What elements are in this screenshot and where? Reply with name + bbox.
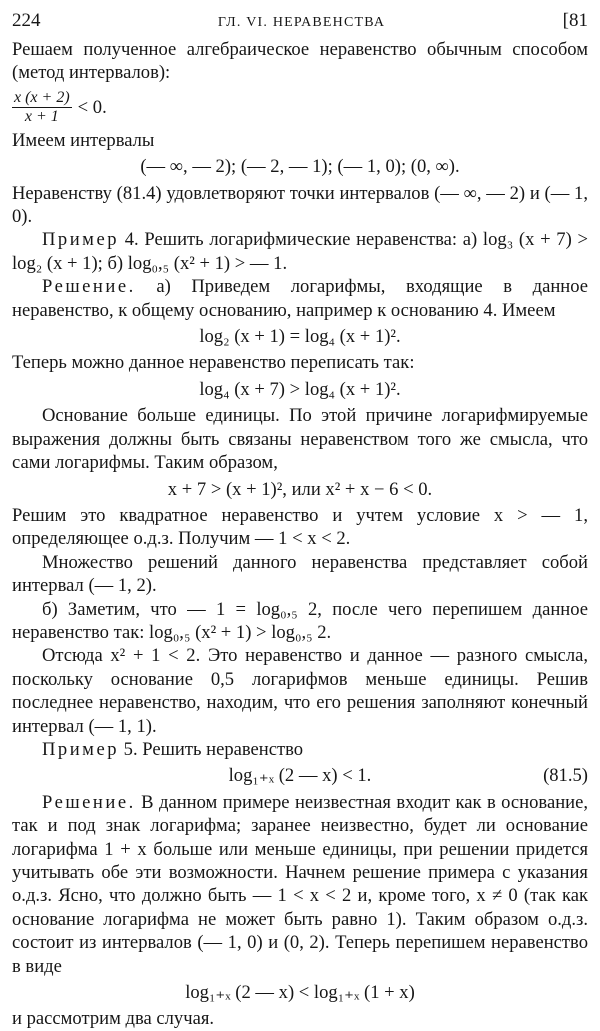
page-number: 224 (12, 10, 41, 31)
example-4-text: 4. Решить логарифмические неравенства: а) log₃ (x + 7) > log₂ (x + 1); б) log₀,₅ (x² + 1) > — 1. (12, 229, 589, 274)
paragraph-part-b: б) Заметим, что — 1 = log₀,₅ 2, после чего перепишем данное неравенство так: log₀,₅ (x² + 1) > log₀,₅ 2. (12, 598, 588, 643)
solution-4-heading: Решение. (42, 276, 136, 298)
example-4 (12, 228, 588, 275)
paragraph-base-greater: Основание больше единицы. По этой причине логарифмируемые выражения должны быть связаны неравенством того же смысла, что сами логарифмы. Таким образом, (12, 405, 588, 474)
paragraph-part-b-solution: Отсюда x² + 1 < 2. Это неравенство и данное — разного смысла, поскольку основание 0,5 логарифмов меньше единицы. Решив последнее неравенство, находим, что его решения заполняют конечный интервал (— 1, 1). (12, 645, 588, 737)
page-body (12, 38, 588, 1031)
paragraph-two-cases: и рассмотрим два случая. (12, 1008, 215, 1030)
solution-5 (12, 791, 588, 978)
paragraph-intervals-intro: Имеем интервалы (12, 129, 155, 151)
paragraph-quadratic-solve: Решим это квадратное неравенство и учтем условие x > — 1, определяющее о.д.з. Получим — 1 < x < 2. (12, 504, 588, 550)
equation-number: (81.5) (543, 765, 588, 787)
example-5-text: 5. Решить неравенство (123, 738, 304, 760)
equation-log-base-change: log₂ (x + 1) = log₄ (x + 1)². (199, 326, 401, 348)
example-4-heading: Пример (42, 229, 119, 251)
paragraph-interval-method: Решаем полученное алгебраическое неравенство обычным способом (метод интервалов): (12, 39, 588, 84)
page-header (12, 10, 588, 38)
fraction-relation: < 0. (77, 96, 107, 118)
paragraph-rewrite: Теперь можно данное неравенство переписать так: (12, 352, 415, 374)
example-5 (12, 738, 588, 761)
fraction-inequality (12, 89, 107, 126)
equation-81-5-row (12, 764, 588, 787)
chapter-title: ГЛ. VI. НЕРАВЕНСТВА (217, 15, 386, 30)
solution-5-heading: Решение. (42, 791, 136, 813)
solution-4 (12, 275, 588, 322)
paragraph-solution-set: Множество решений данного неравенства представляет собой интервал (— 1, 2). (12, 551, 588, 597)
fraction (12, 89, 72, 126)
solution-5-text: В данном примере неизвестная входит как в основание, так и под знак логарифма; заранее неизвестно, будет ли основание логарифма 1 + x больше или меньше единицы, при решении придется учитывать обе эти возможности. Начнем решение примера с указания о.д.з. Ясно, что должно быть — 1 < x < 2 и, кроме того, x ≠ 0 (так как основание логарифма не может быть равно 1). Таким образом о.д.з. состоит из интервалов (— 1, 0) и (0, 2). Теперь перепишем неравенство в виде (12, 791, 588, 977)
section-number: [81 (562, 10, 588, 31)
equation-quadratic: x + 7 > (x + 1)², или x² + x − 6 < 0. (167, 478, 433, 500)
example-5-heading: Пример (42, 738, 119, 760)
fraction-numerator: x (x + 2) (14, 88, 70, 106)
fraction-denominator: x + 1 (24, 107, 59, 125)
equation-rewritten: log₁₊ₓ (2 — x) < log₁₊ₓ (1 + x) (185, 982, 415, 1004)
equation-log4: log₄ (x + 7) > log₄ (x + 1)². (199, 378, 401, 400)
solution-4-text: а) Приведем логарифмы, входящие в данное неравенство, к общему основанию, например к основанию 4. Имеем (12, 276, 588, 321)
equation-81-5: log₁₊ₓ (2 — x) < 1. (228, 765, 372, 787)
paragraph-solution-intervals: Неравенству (81.4) удовлетворяют точки интервалов (— ∞, — 2) и (— 1, 0). (12, 182, 588, 228)
intervals-list: (— ∞, — 2); (— 2, — 1); (— 1, 0); (0, ∞). (140, 156, 460, 178)
